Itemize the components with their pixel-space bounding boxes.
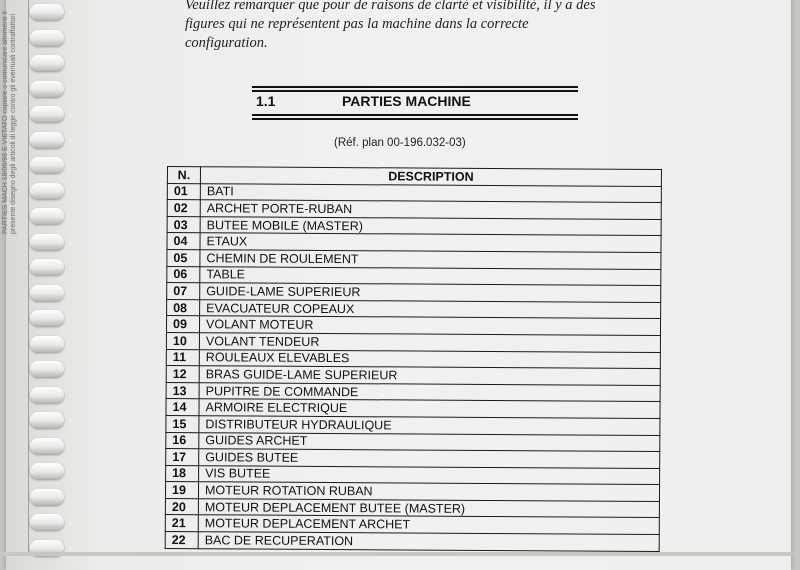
binding-ring <box>30 463 64 479</box>
item-description: VIS BUTEE <box>199 465 660 484</box>
binding-ring <box>30 489 64 505</box>
binding-ring <box>30 361 64 377</box>
binding-ring <box>30 183 64 199</box>
binding-ring <box>30 259 64 275</box>
photo-bottom-edge <box>0 552 800 556</box>
binding-ring <box>30 285 64 301</box>
item-number: 02 <box>167 200 200 217</box>
item-description: VOLANT MOTEUR <box>199 316 660 335</box>
item-description: DISTRIBUTEUR HYDRAULIQUE <box>199 416 660 435</box>
item-description: EVACUATEUR COPEAUX <box>200 299 661 318</box>
item-description: MOTEUR DEPLACEMENT ARCHET <box>198 515 659 534</box>
binding-ring <box>30 310 64 326</box>
item-number: 04 <box>167 233 200 250</box>
intro-paragraph <box>185 0 685 53</box>
binding-ring <box>30 157 64 173</box>
plan-reference: (Réf. plan 00-196.032-03) <box>334 137 466 149</box>
binding-ring <box>30 132 64 148</box>
item-number: 21 <box>165 515 198 532</box>
item-description: PUPITRE DE COMMANDE <box>199 382 660 401</box>
item-description: ROULEAUX ELEVABLES <box>199 349 660 368</box>
item-description: BRAS GUIDE-LAME SUPERIEUR <box>199 366 660 385</box>
side-strip-text: PARTIES MACH 18/06/98 E VIETATO copiare o comunicare altrimenti il presente disegno degli articoli di legge contro gli eventuali contraffattori <box>2 11 17 234</box>
item-number: 10 <box>166 332 199 349</box>
item-number: 09 <box>166 316 199 333</box>
item-description: VOLANT TENDEUR <box>199 333 660 352</box>
item-description: GUIDES BUTEE <box>199 449 660 468</box>
binding-ring <box>30 387 64 403</box>
table-row <box>165 532 659 552</box>
section-bottom-rule-2 <box>252 118 578 120</box>
intro-line-2: figures qui ne représentent pas la machine dans la correcte <box>185 16 529 32</box>
binding-ring <box>30 106 64 122</box>
item-number: 08 <box>167 299 200 316</box>
item-description: ARCHET PORTE-RUBAN <box>200 200 661 219</box>
item-number: 06 <box>167 266 200 283</box>
binding-ring <box>30 208 64 224</box>
binding-ring <box>30 55 64 71</box>
item-number: 20 <box>165 498 198 515</box>
item-number: 16 <box>166 432 199 449</box>
binding-ring <box>30 412 64 428</box>
item-number: 01 <box>167 183 200 200</box>
item-description: BATI <box>200 183 661 202</box>
section-bottom-rule <box>252 114 578 116</box>
item-number: 03 <box>167 216 200 233</box>
binding-ring <box>30 336 64 352</box>
item-description: MOTEUR ROTATION RUBAN <box>198 482 659 501</box>
item-description: MOTEUR DEPLACEMENT BUTEE (MASTER) <box>198 499 659 518</box>
item-description: GUIDE-LAME SUPERIEUR <box>200 283 661 302</box>
section-number: 1.1 <box>256 93 276 109</box>
item-description: CHEMIN DE ROULEMENT <box>200 250 661 269</box>
section-top-rule <box>252 86 578 88</box>
item-number: 18 <box>166 465 199 482</box>
item-number: 14 <box>166 399 199 416</box>
item-number: 19 <box>165 482 198 499</box>
item-number: 11 <box>166 349 199 366</box>
item-description: BUTEE MOBILE (MASTER) <box>200 216 661 235</box>
item-description: GUIDES ARCHET <box>199 432 660 451</box>
intro-line-1: Veuillez remarquer que pour de raisons de clarté et visibilité, il y a des <box>185 0 596 13</box>
section-title: PARTIES MACHINE <box>342 93 471 109</box>
item-number: 13 <box>166 382 199 399</box>
item-number: 07 <box>167 283 200 300</box>
item-number: 12 <box>166 366 199 383</box>
intro-line-3: configuration. <box>185 35 268 51</box>
parts-table <box>165 166 662 552</box>
item-description: ETAUX <box>200 233 661 252</box>
item-number: 17 <box>166 449 199 466</box>
binding-strip <box>0 0 29 556</box>
item-number: 15 <box>166 415 199 432</box>
binding-ring <box>30 234 64 250</box>
item-description: ARMOIRE ELECTRIQUE <box>199 399 660 418</box>
item-number: 05 <box>167 249 200 266</box>
column-header-description: DESCRIPTION <box>200 167 661 186</box>
binding-ring <box>30 30 64 46</box>
item-description: BAC DE RECUPERATION <box>198 532 659 551</box>
column-header-number: N. <box>167 167 200 184</box>
item-description: TABLE <box>200 266 661 285</box>
binding-ring <box>30 438 64 454</box>
section-top-rule-2 <box>252 90 578 92</box>
binding-ring <box>30 81 64 97</box>
binding-ring <box>30 4 64 20</box>
binding-ring <box>30 514 64 530</box>
item-number: 22 <box>165 532 198 549</box>
